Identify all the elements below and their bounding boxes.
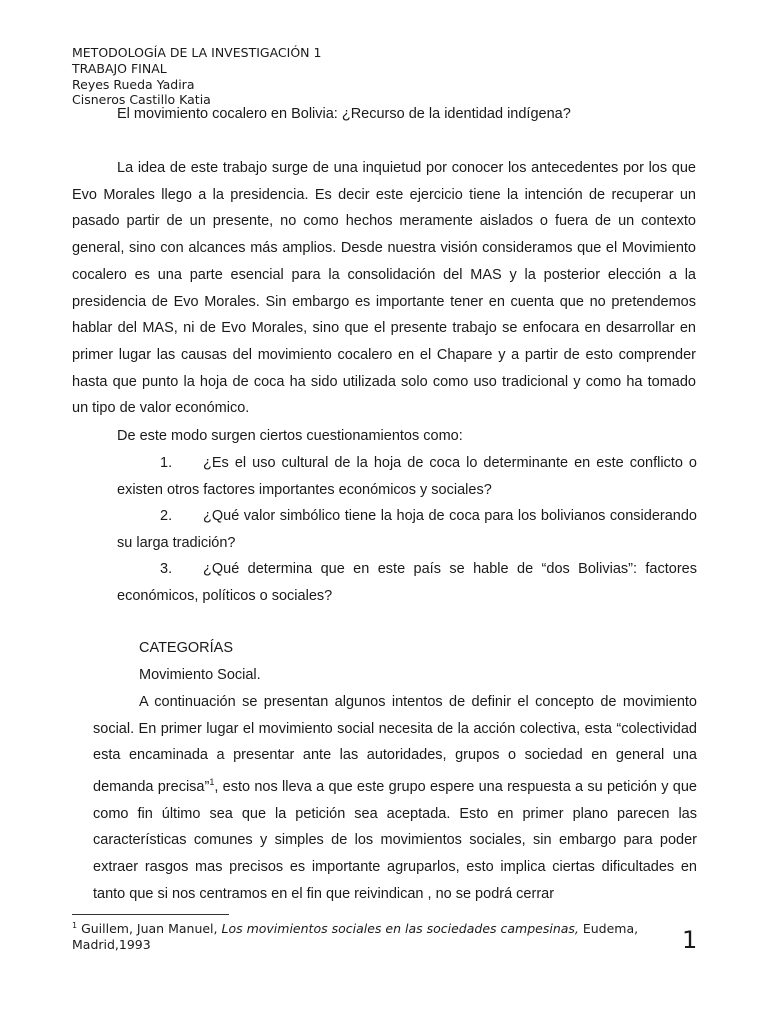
- body-paragraph: [93, 689, 697, 907]
- question-item-1: [117, 450, 697, 503]
- questions-intro: De este modo surgen ciertos cuestionamientos como:: [117, 428, 463, 444]
- question-number: 3.: [160, 561, 173, 577]
- question-text: ¿Qué determina que en este país se hable de “dos Bolivias”: factores económicos, políticos o sociales?: [117, 561, 697, 604]
- header-author-2: Cisneros Castillo Katia: [72, 92, 211, 107]
- footnote-marker: 1: [72, 921, 78, 930]
- document-title: El movimiento cocalero en Bolivia: ¿Recurso de la identidad indígena?: [117, 106, 571, 122]
- footnote-publisher: Eudema, Madrid,1993: [72, 921, 639, 953]
- intro-paragraph: La idea de este trabajo surge de una inquietud por conocer los antecedentes por los que Evo Morales llego a la presidencia. Es decir este ejercicio tiene la intención de recuperar un pasado partir de un presente, no como hechos meramente aislados o fuera de un contexto general, sino con alcances más amplios. Desde nuestra visión consideramos que el Movimiento cocalero es una parte esencial para la consolidación del MAS y la posterior elección a la presidencia de Evo Morales. Sin embargo es importante tener en cuenta que no pretendemos hablar del MAS, ni de Evo Morales, sino que el presente trabajo se enfocara en desarrollar en primer lugar las causas del movimiento cocalero en el Chapare y a partir de esto comprender hasta que punto la hoja de coca ha sido utilizada solo como uso tradicional y como ha tomado un tipo de valor económico.: [72, 160, 696, 417]
- body-text-part2: , esto nos lleva a que este grupo espere una respuesta a su petición y que como fin último sea que la petición sea aceptada. Esto en primer plano parecen las características comunes y simples de los movimientos sociales, sin embargo para poder extraer rasgos mas precisos es importante agruparlos, esto implica ciertas dificultades en tanto que si nos centramos en el fin que reivindican , no se podrá cerrar: [93, 778, 697, 902]
- footnote: [72, 918, 662, 953]
- footnote-rule: [72, 914, 229, 915]
- question-number: 2.: [160, 508, 173, 524]
- body-text-part1: A continuación se presentan algunos intentos de definir el concepto de movimiento social. En primer lugar el movimiento social necesita de la acción colectiva, esta “colectividad esta encaminada a presentar ante las autoridades, grupos o sociedad en general una demanda precisa”: [93, 694, 697, 795]
- header-author-1: Reyes Rueda Yadira: [72, 77, 195, 92]
- header-course: METODOLOGÍA DE LA INVESTIGACIÓN 1: [72, 45, 322, 60]
- footnote-author: Guillem, Juan Manuel,: [77, 921, 222, 937]
- header-assignment: TRABAJO FINAL: [72, 61, 167, 76]
- question-text: ¿Es el uso cultural de la hoja de coca lo determinante en este conflicto o existen otros factores importantes económicos y sociales?: [117, 455, 697, 498]
- question-text: ¿Qué valor simbólico tiene la hoja de coca para los bolivianos considerando su larga tradición?: [117, 508, 697, 551]
- subheading-movimiento-social: Movimiento Social.: [139, 667, 261, 683]
- categories-heading: CATEGORÍAS: [139, 640, 233, 656]
- footnote-reference: 1: [209, 777, 215, 788]
- page-number: 1: [682, 926, 698, 954]
- question-item-2: [117, 503, 697, 556]
- footnote-work-title: Los movimientos sociales en las sociedades campesinas,: [221, 921, 579, 937]
- question-item-3: [117, 556, 697, 609]
- question-number: 1.: [160, 455, 173, 471]
